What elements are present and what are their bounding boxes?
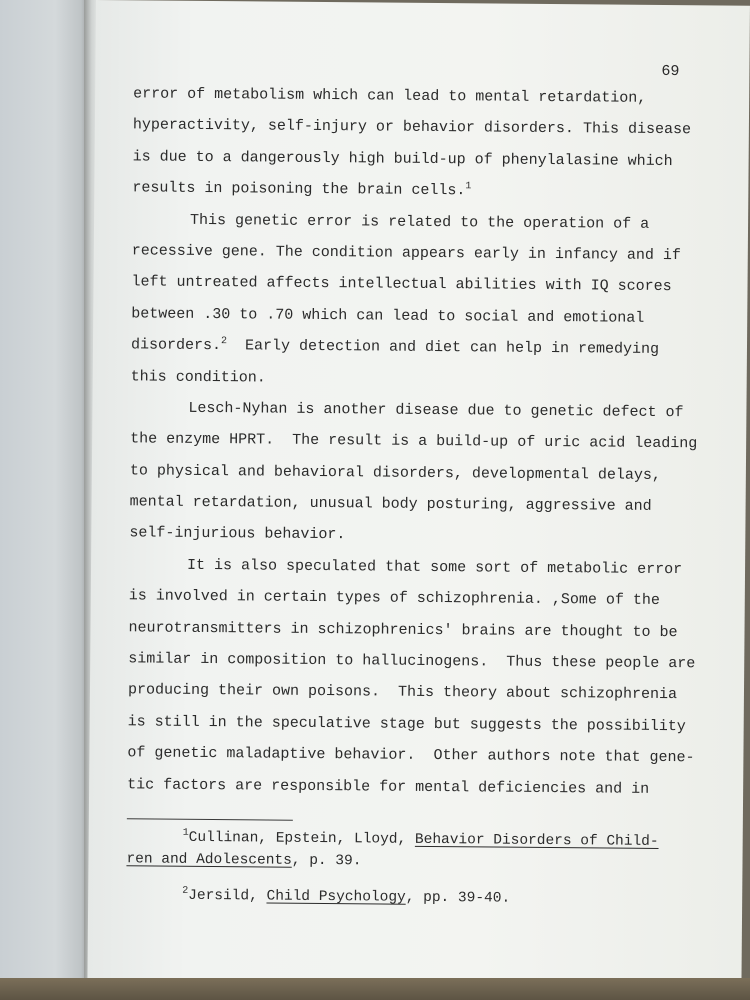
footnote-title: ren and Adolescents xyxy=(126,851,292,869)
text-line: Lesch-Nyhan is another disease due to genetic defect of xyxy=(188,399,684,422)
footnote-divider xyxy=(127,818,293,820)
text-line: This genetic error is related to the operation of a xyxy=(190,211,650,233)
footnote-2 xyxy=(126,884,726,911)
footnote-title: Behavior Disorders of Child- xyxy=(414,831,659,850)
text-line: is due to a dangerously high build-up of phenylalasine which xyxy=(132,148,673,170)
text-line: of genetic maladaptive behavior. Other authors note that gene- xyxy=(127,744,695,767)
text-line: this condition. xyxy=(130,367,266,387)
text-line: between .30 to .70 which can lead to social and emotional xyxy=(131,305,645,327)
text-line xyxy=(132,172,732,209)
document-page xyxy=(87,0,750,994)
text-line: hyperactivity, self-injury or behavior disorders. This disease xyxy=(132,116,692,139)
text-line: is still in the speculative stage but suggests the possibility xyxy=(127,713,686,735)
line-text: Early detection and diet can help in remedying xyxy=(226,337,660,359)
line-text: disorders. xyxy=(130,336,222,355)
footnote-title: Child Psychology xyxy=(266,888,406,906)
text-line: neurotransmitters in schizophrenics' brains are thought to be xyxy=(128,618,678,641)
text-line xyxy=(131,329,731,366)
footnote-mark: 2 xyxy=(182,885,189,897)
text-line: to physical and behavioral disorders, developmental delays, xyxy=(129,462,662,484)
footnote-page: , p. 39. xyxy=(291,852,362,870)
desk-surface xyxy=(0,978,750,1000)
text-line: self-injurious behavior. xyxy=(129,524,346,544)
facing-page-edge xyxy=(0,0,92,1000)
footnote-ref: 2 xyxy=(220,336,228,348)
footnote-author: Jersild, xyxy=(188,887,267,905)
text-line: mental retardation, unusual body posturing, aggressive and xyxy=(129,493,652,515)
text-line: recessive gene. The condition appears early in infancy and if xyxy=(131,242,681,265)
footnote-mark: 1 xyxy=(182,827,189,839)
text-line: producing their own poisons. This theory about schizophrenia xyxy=(127,681,678,704)
text-line: tic factors are responsible for mental deficiencies and in xyxy=(127,775,650,798)
text-line: It is also speculated that some sort of metabolic error xyxy=(186,556,683,578)
footnotes xyxy=(126,826,727,911)
text-line: error of metabolism which can lead to mental retardation, xyxy=(133,85,647,107)
footnote-pages: , pp. 39-40. xyxy=(405,889,511,907)
text-line: left untreated affects intellectual abilities with IQ scores xyxy=(131,273,672,296)
footnote-authors: Cullinan, Epstein, Lloyd, xyxy=(188,829,416,848)
footnote-ref: 1 xyxy=(465,181,472,193)
text-line: the enzyme HPRT. The result is a build-up of uric acid leading xyxy=(130,430,698,453)
text-line: is involved in certain types of schizophrenia. ,Some of the xyxy=(128,587,660,610)
text-line: similar in composition to hallucinogens. Thus these people are xyxy=(128,650,696,673)
line-text: results in poisoning the brain cells. xyxy=(132,179,466,200)
page-number: 69 xyxy=(661,62,680,81)
body-text xyxy=(127,78,733,805)
